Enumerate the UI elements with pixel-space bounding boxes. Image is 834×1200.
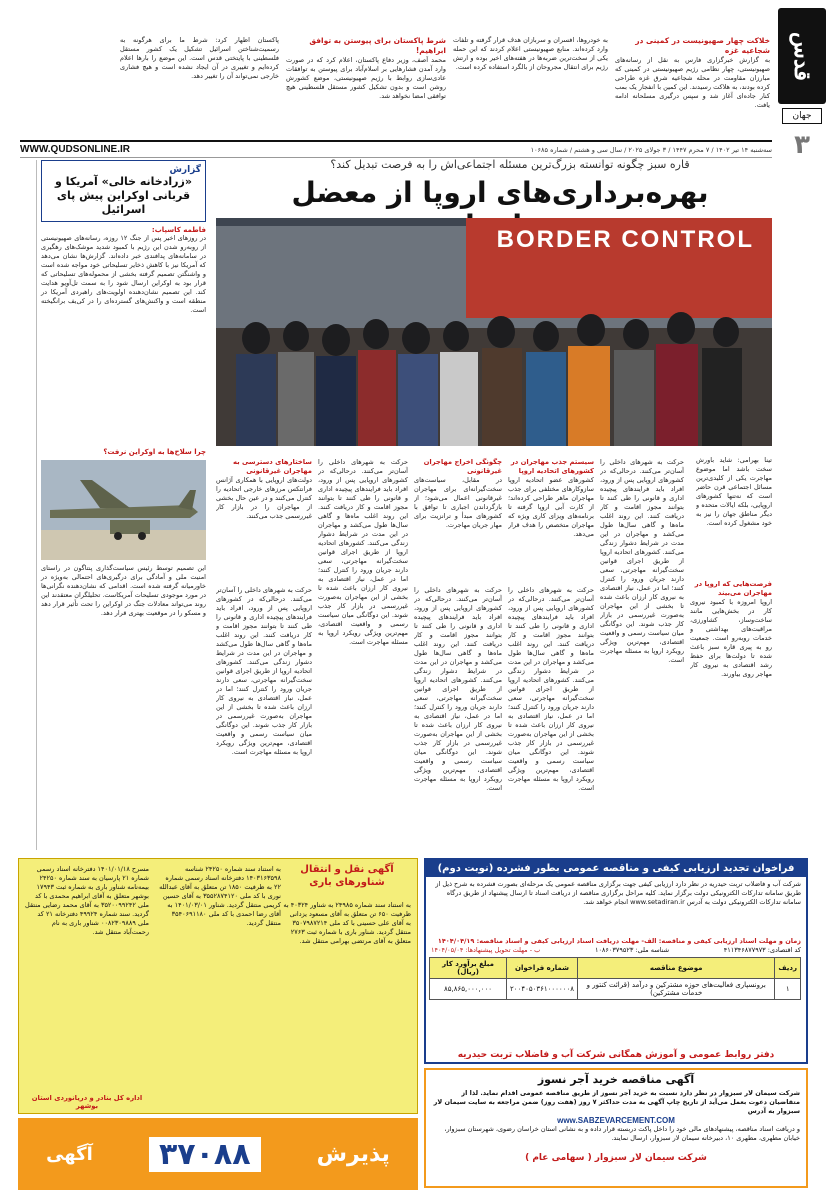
cell-subject: برونسپاری فعالیت‌های حوزه مشترکین و درآمد (قرائت کنتور و خدمات مشترکین) <box>577 979 774 1000</box>
site-url[interactable]: WWW.QUDSONLINE.IR <box>20 144 130 155</box>
ad-tender-title: فراخوان تجدید ارزیابی کیفی و مناقصه عمومی بطور فشرده (نوبت دوم) <box>426 860 806 877</box>
brief-1 <box>615 36 770 126</box>
issue-info: سه‌شنبه ۱۴ تیر ۱۴۰۲ / ۷ محرم ۱۴۴۷ / ۳ جولای ۲۰۲۵ / سال سی و هشتم / شماره ۱۰۶۸۵ <box>530 145 772 154</box>
sidebar-text-2: این تصمیم توسط رئیس سیاست‌گذاری پنتاگون در راستای امنیت ملی و آمادگی برای درگیری‌های احتمالی به‌ویژه در خاورمیانه گرفته شده است. اقدامی که نشان‌دهنده نگرانی‌ها در مورد موجودی تسلیحات آمریکاست. تحلیلگران معتقدند این روند می‌تواند معادلات جنگ در اوکراین را تحت تأثیر قرار دهد و مسکو را در موقعیت بهتری قرار دهد. <box>41 564 206 617</box>
ad-cement-footer: شرکت سیمان لار سبزوار ( سهامی عام ) <box>525 1153 707 1163</box>
sidebar <box>36 160 210 850</box>
section-3-heading: چگونگی اخراج مهاجران غیرقانونی <box>423 458 502 475</box>
brief-3-title: شرط پاکستان برای پیوستن به توافق ابراهیم! <box>309 36 446 55</box>
ad-banner-number[interactable]: ۳۷۰۸۸ <box>149 1137 261 1172</box>
brief-2-text: به خودروها، افسران و سربازان هدف قرار گرفته و تلفات وارد کرده‌اند. منابع صهیونیستی اعلام کردند که این حمله یکی از سخت‌ترین ضربه‌ها در هفته‌های اخیر بوده و ارتش رژیم برای انتقال مجروحان از بالگرد استفاده کرده است. <box>453 36 608 71</box>
section-4-heading: ساختارهای دسترسی به مهاجران غیرقانونی <box>232 458 312 475</box>
ad-shipping-col-1: مسرح ۱۴۰۱/۰۱/۱۸ دفترخانه اسناد رسمی شماره ۲۱ پارسیان به سند شماره ۲۴۲۵۰ بیمه‌نامه شناور باری به شماره ثبت ۱۷۹۴۳ بوشهر متعلق به آقای ابراهیم محمدی با کد ملی ۳۵۲۰۰۹۹۲۴۲ به آقای محمد رضایی منتقل گردید. سند شماره ۴۹۹۲۴ دفترخانه ۲۱ کد ملی ۰۰۸۲۳۰۹۸۸۹ شناور باری به نام رحمت‌آباد منتقل شد. <box>25 865 149 936</box>
logo-text: قدس <box>789 31 815 81</box>
ad-cement-text: شرکت سیمان لار سبزوار در نظر دارد نسبت به خرید آجر نسوز از طریق مناقصه عمومی اقدام نماید. لذا از متقاضیان دعوت بعمل می‌آید از تاریخ چاپ آگهی به مدت حداکثر ۷ روز (هفت روز) ضمن مراجعه به سایت سیمان لار سبزوار به آدرس <box>433 1089 800 1115</box>
ad-tender-national-id: شناسه ملی: ۱۰۸۶۰۳۷۹۵۲۳ <box>594 946 670 954</box>
lead-photo <box>216 218 772 446</box>
section-tag <box>782 108 822 124</box>
section-2-text: کشورهای عضو اتحادیه اروپا سازوکارهای مختلفی برای جذب مهاجران ماهر طراحی کرده‌اند؛ از کارت آبی اروپا گرفته تا برنامه‌های ویزای کاری ویژه که مهاجران متخصص را هدف قرار می‌دهد. <box>508 476 594 538</box>
lead-body-c: حرکت به شهرهای داخلی را آسان‌تر می‌کنند. درحالی‌که در کشورهای اروپایی پس از ورود، افراد باید فرایندهای پیچیده اداری و قانونی را طی کنند تا بتوانند مجوز اقامت و کار دریافت کنند. این روند اغلب ماه‌ها و گاهی سال‌ها طول می‌کشد و مهاجران در این مدت در شرایط دشوار زندگی می‌کنند. کشورهای اتحادیه اروپا از طریق اجرای قوانین سخت‌گیرانه مهاجرتی، سعی دارند جریان ورود را کنترل کنند؛ اما در عمل، نیاز اقتصادی به نیروی کار ارزان باعث شده تا بخشی از این مهاجران به‌صورت غیررسمی در بازار کار جذب شوند. این دوگانگی میان سیاست رسمی و واقعیت اقتصادی، مهم‌ترین ویژگی رویکرد اروپا به مسئله مهاجرت است. <box>414 586 502 792</box>
sidebar-author: فاطمه کاسپاب: <box>151 226 206 234</box>
lead-col-4 <box>414 458 502 850</box>
cell-amount: ۸۵,۸۶۵,۰۰۰,۰۰۰ <box>430 979 507 1000</box>
section-2-heading: سیستم جذب مهاجران در کشورهای اتحادیه اروپا <box>510 458 594 475</box>
lead-col-6 <box>216 458 312 850</box>
col-header: موضوع مناقصه <box>577 958 774 979</box>
top-briefs <box>120 36 770 126</box>
col-header: شماره فراخوان <box>507 958 578 979</box>
section-3-text: در مقابل، سیاست‌های سخت‌گیرانه‌ای برای مهاجران غیرقانونی اعمال می‌شود؛ از بازگرداندن اجباری تا توافق با کشورهای مبدأ و ترانزیت برای مهار جریان مهاجرت. <box>414 476 502 529</box>
section-label: جهان <box>792 111 812 121</box>
ad-tender-submit-deadline: ب - مهلت تحویل پیشنهادها: ۱۴۰۴/۰۵/۰۴ <box>431 946 541 954</box>
ad-tender-table <box>429 957 801 1000</box>
ad-cement-text-2: و دریافت اسناد مناقصه، پیشنهادهای مالی خود را داخل پاکت دربسته قرار داده و به نشانی استان خراسان رضوی، شهرستان سبزوار، خیابان مطهری، مطهری ۱۰، دبیرخانه سیمان لار سبزوار، ارسال نمایند. <box>444 1125 800 1142</box>
ad-tender <box>424 858 808 1064</box>
brief-1-title: خلاکت چهار صهیونیست در کمینی در شجاعیه غزه <box>635 36 770 55</box>
ad-shipping-col-2: به استناد سند شماره ۲۴۲۵۰ شناسه ۱۴۰۳۱۶۳۵۹۸ دفترخانه اسناد رسمی شماره ۲۲ به ظرفیت ۱۸۵۰ تن متعلق به آقای عبدالله نوری با کد ملی ۳۵۵۲۸۷۴۱۲۰ به آقای حسین کریمی منتقل گردید. شناور ۱۴۰۱/۰۳/۰۱ به آقای رضا احمدی با کد ملی ۳۵۴۰۶۹۱۱۸۰ منتقل گردید. <box>159 865 281 927</box>
col-header: ردیف <box>775 958 801 979</box>
ad-cement-url[interactable]: www.SABZEVARCEMENT.COM <box>557 1116 675 1125</box>
lead-col-1 <box>690 580 772 850</box>
photo-sign: BORDER CONTROL <box>496 226 754 253</box>
cell-row: ۱ <box>775 979 801 1000</box>
ad-shipping-title: آگهی نقل و انتقال شناورهای باری <box>300 864 394 888</box>
brief-4-text: پاکستان اظهار کرد: شرط ما برای هرگونه به رسمیت‌شناختن اسرائیل تشکیل یک کشور مستقل فلسطینی با پایتختی قدس است. این موضع را بارها اعلام کرده‌ایم و تغییری در آن ایجاد نشده است و هیچ فشاری خارجی نمی‌تواند آن را تغییر دهد. <box>120 36 279 80</box>
brief-3 <box>286 36 446 126</box>
ad-tender-header-row <box>430 958 801 979</box>
lead-col-3 <box>508 458 594 850</box>
ad-tender-economic-code: کد اقتصادی: ۴۱۱۳۴۶۸۷۷۹۷۳ <box>723 946 801 954</box>
brief-4 <box>120 36 279 126</box>
ad-shipping-org: اداره کل بنادر و دریانوردی استان بوشهر <box>31 1094 143 1110</box>
sidebar-text: در روزهای اخیر پس از جنگ ۱۲ روزه، رسانه‌های صهیونیستی از روبه‌رو شدن این رژیم با کمبود شدید موشک‌های رهگیری در سامانه‌های پدافندی خبر داده‌اند. گزارش‌ها نشان می‌دهد که آمریکا نیز با کاهش ذخایر تسلیحاتی خود مواجه شده است و واشنگتن تصمیم گرفته بخشی از محموله‌های تسلیحاتی که قرار بود به اوکراین ارسال شود را به سمت تل‌آویو هدایت کند. این تصمیم نشان‌دهنده اولویت‌های راهبردی آمریکا در منطقه است و واکنش‌های گسترده‌ای را در کی‌یف برانگیخته است. <box>41 234 206 314</box>
lead-col-5 <box>318 458 408 850</box>
sidebar-box <box>41 160 206 222</box>
sidebar-photo <box>41 460 206 560</box>
brief-3-text: محمد آصف، وزیر دفاع پاکستان، اعلام کرد که در صورت وارد آمدن فشارهایی بر اسلام‌آباد برای پیوستن به توافقات عادی‌سازی روابط با رژیم صهیونیستی، موضع کشورش روشن است و بدون تشکیل کشور مستقل فلسطینی هیچ توافقی امضا نخواهد شد. <box>286 56 446 100</box>
lead-body-a: حرکت به شهرهای داخلی را آسان‌تر می‌کنند. درحالی‌که در کشورهای اروپایی پس از ورود، افراد باید فرایندهای پیچیده اداری و قانونی را طی کنند تا بتوانند مجوز اقامت و کار دریافت کنند. این روند اغلب ماه‌ها و گاهی سال‌ها طول می‌کشد و مهاجران در این مدت در شرایط دشوار زندگی می‌کنند. کشورهای اتحادیه اروپا از طریق اجرای قوانین سخت‌گیرانه مهاجرتی، سعی دارند جریان ورود را کنترل کنند؛ اما در عمل، نیاز اقتصادی به نیروی کار ارزان باعث شده تا بخشی از این مهاجران به‌صورت غیررسمی در بازار کار جذب شوند. این دوگانگی میان سیاست رسمی و واقعیت اقتصادی، مهم‌ترین ویژگی رویکرد اروپا به مسئله مهاجرت است. <box>600 458 684 664</box>
section-1-heading: فرصت‌هایی که اروپا در مهاجران می‌بیند <box>694 580 772 597</box>
col-header: مبلغ برآورد کار (ریال) <box>430 958 507 979</box>
sidebar-title: «زرادخانه خالی» آمریکا و قربانی اوکراین پیش پای اسرائیل <box>55 175 192 216</box>
lead-kicker: قاره سبز چگونه توانسته بزرگ‌ترین مسئله اجتماعی‌اش را به فرصت تبدیل کند؟ <box>330 158 690 171</box>
cell-number: ۲۰۰۴۰۵۰۳۶۱۰۰۰۰۰۰۸ <box>507 979 578 1000</box>
ad-banner-label-2: آگهی <box>46 1143 93 1165</box>
lead-intro-block <box>696 456 772 572</box>
sidebar-photo-caption: چرا سلاح‌ها به اوکراین نرفت؟ <box>103 448 206 456</box>
lead-body-e: حرکت به شهرهای داخلی را آسان‌تر می‌کنند. درحالی‌که در کشورهای اروپایی پس از ورود، افراد باید فرایندهای پیچیده اداری و قانونی را طی کنند تا بتوانند مجوز اقامت و کار دریافت کنند. این روند اغلب ماه‌ها و گاهی سال‌ها طول می‌کشد و مهاجران در این مدت در شرایط دشوار زندگی می‌کنند. کشورهای اتحادیه اروپا از طریق اجرای قوانین سخت‌گیرانه مهاجرتی، سعی دارند جریان ورود را کنترل کنند؛ اما در عمل، نیاز اقتصادی به نیروی کار ارزان باعث شده تا بخشی از این مهاجران به‌صورت غیررسمی در بازار کار جذب شوند. این دوگانگی میان سیاست رسمی و واقعیت اقتصادی، مهم‌ترین ویژگی رویکرد اروپا به مسئله مهاجرت است. <box>216 586 312 756</box>
page-number: ۳ <box>794 130 810 160</box>
ad-tender-codes <box>426 946 806 954</box>
lead-intro: تینا بهرامی: شاید باورش سخت باشد اما موضوع مهاجرت یکی از کلیدی‌ترین مسائل اجتماعی قرن حاضر است که نه‌تنها کشورهای اروپایی، بلکه ایالات متحده و دیگر مناطق جهان را نیز به خود مشغول کرده است. <box>696 456 772 527</box>
ad-cement-title: آگهی مناقصه خرید آجر نسوز <box>537 1073 695 1086</box>
lead-headline: بهره‌برداری‌های اروپا از معضل <box>291 176 709 209</box>
lead-body-b: حرکت به شهرهای داخلی را آسان‌تر می‌کنند. درحالی‌که در کشورهای اروپایی پس از ورود، افراد باید فرایندهای پیچیده اداری و قانونی را طی کنند تا بتوانند مجوز اقامت و کار دریافت کنند. این روند اغلب ماه‌ها و گاهی سال‌ها طول می‌کشد و مهاجران در این مدت در شرایط دشوار زندگی می‌کنند. کشورهای اتحادیه اروپا از طریق اجرای قوانین سخت‌گیرانه مهاجرتی، سعی دارند جریان ورود را کنترل کنند؛ اما در عمل، نیاز اقتصادی به نیروی کار ارزان باعث شده تا بخشی از این مهاجران به‌صورت غیررسمی در بازار کار جذب شوند. این دوگانگی میان سیاست رسمی و واقعیت اقتصادی، مهم‌ترین ویژگی رویکرد اروپا به مسئله مهاجرت است. <box>508 586 594 792</box>
ad-tender-deadline: زمان و مهلت اسناد ارزیابی کیفی و مناقصه: الف- مهلت دریافت اسناد ارزیابی کیفی و اسناد مناقصه: ۱۴۰۴/۰۴/۱۹ <box>437 937 801 945</box>
sidebar-label: گزارش <box>169 165 201 175</box>
ad-banner-label-1: پذیرش <box>316 1141 390 1167</box>
section-4-text: دولت‌های اروپایی با همکاری آژانس فرانتکس مرزهای خارجی اتحادیه را کنترل می‌کنند و در عین حال بخشی از مهاجران را در بازار کار غیررسمی جذب می‌کنند. <box>216 476 312 520</box>
brief-1-text: به گزارش خبرگزاری فارس به نقل از رسانه‌های صهیونیستی، چهار نظامی رژیم صهیونیستی در کمینی که مبارزان مقاومت در محله شجاعیه شرق غزه طراحی کرده بودند، به هلاکت رسیدند. این کمین با انفجار یک بمب کنار جاده‌ای آغاز شد و سپس درگیری مسلحانه ادامه یافت. <box>615 56 770 109</box>
section-1-text: اروپا امروزه با کمبود نیروی کار در بخش‌هایی مانند ساخت‌وساز، کشاورزی، مراقبت‌های بهداشتی و خدمات روبه‌رو است. جمعیت رو به پیری قاره سبز باعث شده تا دولت‌ها برای حفظ رشد اقتصادی به نیروی کار مهاجر روی بیاورند. <box>690 598 772 678</box>
ad-tender-footer: دفتر روابط عمومی و آموزش همگانی شرکت آب و فاضلاب تربت حیدریه <box>457 1050 775 1060</box>
aircraft-illustration <box>41 460 206 560</box>
lead-col-2 <box>600 458 684 850</box>
ad-banner <box>18 1118 418 1190</box>
ad-tender-text: شرکت آب و فاضلاب تربت حیدریه در نظر دارد ارزیابی کیفی جهت برگزاری مناقصه عمومی یک مرحله‌ای بصورت فشرده به شرح ذیل از طریق سامانه تدارکات الکترونیکی دولت برگزار نماید. کلیه مراحل برگزاری مناقصه از دریافت اسناد تا ارسال پیشنهاد از طریق درگاه سامانه تدارکات الکترونیکی دولت به آدرس www.setadiran.ir انجام خواهد شد. <box>435 880 801 906</box>
masthead-logo <box>778 8 826 104</box>
ad-cement <box>424 1068 808 1188</box>
ad-shipping-header <box>283 863 411 889</box>
ad-shipping-col-3: به استناد سند شماره ۲۴۹۸۵ به شناور ۴۰۳۲۴ به ظرفیت ۶۵۰ تن متعلق به آقای مسعود یزدانی به آقای علی حسینی با کد ملی ۳۵۰۷۹۸۷۲۱۴ منتقل گردید. شناور باری با شماره ثبت ۲۷۶۳ متعلق به آقای مرتضی بهرامی منتقل شد. <box>283 901 411 945</box>
lead-body-d: حرکت به شهرهای داخلی را آسان‌تر می‌کنند. درحالی‌که در کشورهای اروپایی پس از ورود، افراد باید فرایندهای پیچیده اداری و قانونی را طی کنند تا بتوانند مجوز اقامت و کار دریافت کنند. این روند اغلب ماه‌ها و گاهی سال‌ها طول می‌کشد و مهاجران در این مدت در شرایط دشوار زندگی می‌کنند. کشورهای اتحادیه اروپا از طریق اجرای قوانین سخت‌گیرانه مهاجرتی، سعی دارند جریان ورود را کنترل کنند؛ اما در عمل، نیاز اقتصادی به نیروی کار ارزان باعث شده تا بخشی از این مهاجران به‌صورت غیررسمی در بازار کار جذب شوند. این دوگانگی میان سیاست رسمی و واقعیت اقتصادی، مهم‌ترین ویژگی رویکرد اروپا به مسئله مهاجرت است. <box>318 458 408 646</box>
url-bar <box>20 140 772 158</box>
brief-2 <box>453 36 608 126</box>
table-row <box>430 979 801 1000</box>
ad-shipping <box>18 858 418 1114</box>
